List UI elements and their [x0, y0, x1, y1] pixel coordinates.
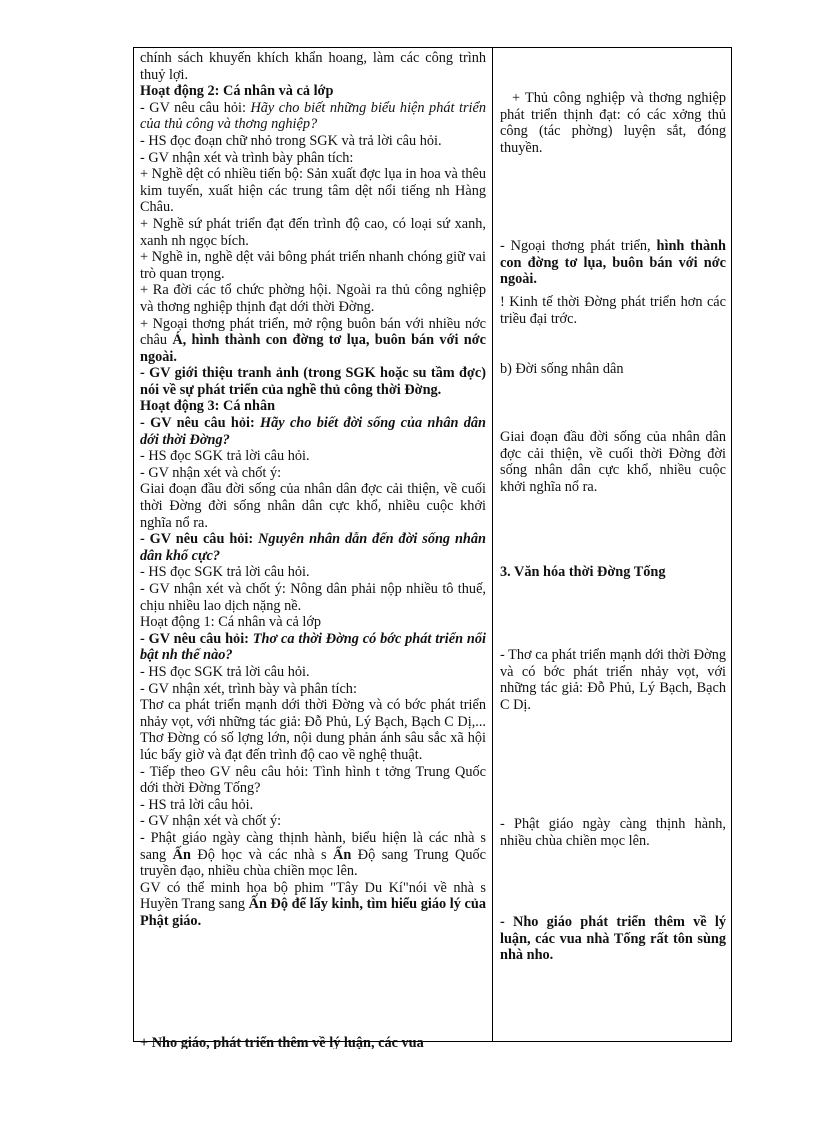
text-line: - GV nhận xét và chốt ý: Nông dân phải nộp nhiều tô thuế, chịu nhiều lao dịch nặng nề. [140, 581, 486, 614]
note-economy: ! Kinh tế thời Đờng phát triển hơn các triều đại trớc. [500, 294, 726, 327]
note-trade: - Ngoại thơng phát triển, hình thành con đờng tơ lụa, buôn bán với nớc ngoài. [500, 238, 726, 288]
notes-column [500, 48, 726, 1041]
text-line: - GV nhận xét, trình bày và phân tích: [140, 680, 357, 697]
text-line: - HS đọc đoạn chữ nhỏ trong SGK và trả lời câu hỏi. [140, 132, 442, 149]
text-line: + Ngoại thơng phát triển, mở rộng buôn bán với nhiều nớc châu Á, hình thành con đờng tơ lụa, buôn bán với nớc ngoài. [140, 315, 486, 365]
text-line: + Nghề dệt có nhiều tiến bộ: Sản xuất đợc lụa in hoa và thêu kim tuyến, xuất hiện các trung tâm dệt nổi tiếng nh Hàng Châu. [140, 166, 486, 216]
text-line: + Nghề in, nghề dệt vải bông phát triển nhanh chóng giữ vai trò quan trọng. [140, 249, 486, 282]
question-line: - GV nêu câu hỏi: Thơ ca thời Đờng có bớc phát triển nổi bật nh thế nào? [140, 630, 486, 664]
text-line: - HS trả lời câu hỏi. [140, 796, 254, 813]
text-line: - HS đọc SGK trả lời câu hỏi. [140, 564, 310, 581]
section-heading: 3. Văn hóa thời Đờng Tống [500, 564, 666, 580]
question-line: - GV nêu câu hỏi: Nguyên nhân dẫn đến đời sống nhân dân khổ cực? [140, 531, 486, 564]
text-line: - HS đọc SGK trả lời câu hỏi. [140, 448, 310, 465]
note-life: Giai đoạn đầu đời sống của nhân dân đợc cải thiện, về cuối thời Đờng đời sống nhân dân cực khổ, nhiều cuộc khởi nghĩa nổ ra. [500, 429, 726, 495]
lesson-table [133, 47, 732, 1049]
text-line: + Ra đời các tổ chức phờng hội. Ngoài ra thủ công nghiệp và thơng nghiệp thịnh đạt dới thời Đờng. [140, 282, 486, 315]
text-line: GV có thể minh họa bộ phim "Tây Du Kí"nói về nhà s Huyền Trang sang Ấn Độ để lấy kinh, tìm hiểu giáo lý của Phật giáo. [140, 879, 487, 929]
activity-heading: Hoạt động 2: Cá nhân và cả lớp [140, 83, 334, 100]
text-line: - GV nhận xét và chốt ý: [140, 464, 282, 481]
note-poetry: - Thơ ca phát triển mạnh dới thời Đờng và có bớc phát triển nhảy vọt, với những tác giả: Đỗ Phủ, Lý Bạch, Bạch C Dị. [500, 647, 726, 713]
text-line: - Phật giáo ngày càng thịnh hành, biểu hiện là các nhà s sang Ấn Độ học và các nhà s Ấn Độ sang Trung Quốc truyền đạo, nhiều chùa chiền mọc lên. [140, 829, 487, 880]
cut-off-line: + Nho giáo, phát triển thêm về lý luận, các vua [140, 1035, 424, 1049]
text-line: - GV nhận xét và chốt ý: [140, 813, 282, 830]
text-line: + Nghề sứ phát triển đạt đến trình độ cao, có loại sứ xanh, xanh nh ngọc bích. [140, 215, 486, 249]
note-crafts: + Thủ công nghiệp và thơng nghiệp phát triển thịnh đạt: có các xởng thủ công (tác phờng) luyện sắt, đóng thuyền. [500, 90, 726, 156]
text-line: Thơ ca phát triển mạnh dới thời Đờng và có bớc phát triển nhảy vọt, với những tác giả: Đỗ Phủ, Lý Bạch, Bạch C Dị,... Thơ Đờng có số lợng lớn, nội dung phản ánh sâu sắc xã hội lúc bấy giờ và đạt đến trình độ cao về nghệ thuật. [140, 697, 486, 763]
text-line: - HS đọc SGK trả lời câu hỏi. [140, 663, 310, 680]
column-divider [492, 48, 493, 1041]
text-line: - GV nhận xét và trình bày phân tích: [140, 149, 354, 166]
activities-column [140, 50, 486, 929]
text-line: Giai đoạn đầu đời sống của nhân dân đợc cải thiện, về cuối thời Đờng đời sống nhân dân cực khổ, nhiều cuộc khởi nghĩa nổ ra. [140, 481, 486, 531]
text-line: - GV giới thiệu tranh ảnh (trong SGK hoặc su tầm đợc) nói về sự phát triển của nghề thủ công thời Đờng. [140, 365, 486, 398]
note-confucianism: - Nho giáo phát triển thêm về lý luận, các vua nhà Tống rất tôn sùng nhà nho. [500, 914, 726, 964]
text-line: chính sách khuyến khích khẩn hoang, làm các công trình thuỷ lợi. [140, 50, 486, 83]
activity-heading: Hoạt động 3: Cá nhân [140, 398, 276, 415]
section-heading: b) Đời sống nhân dân [500, 361, 624, 377]
question-line: - GV nêu câu hỏi: Hãy cho biết đời sống của nhân dân dới thời Đờng? [140, 415, 486, 448]
text-line: - Tiếp theo GV nêu câu hỏi: Tình hình t tởng Trung Quốc dới thời Đờng Tống? [140, 763, 486, 797]
note-buddhism: - Phật giáo ngày càng thịnh hành, nhiều chùa chiền mọc lên. [500, 816, 726, 849]
activity-heading: Hoạt động 1: Cá nhân và cả lớp [140, 614, 322, 631]
question-line: - GV nêu câu hỏi: Hãy cho biết những biểu hiện phát triển của thủ công và thơng nghiệp? [140, 99, 486, 133]
